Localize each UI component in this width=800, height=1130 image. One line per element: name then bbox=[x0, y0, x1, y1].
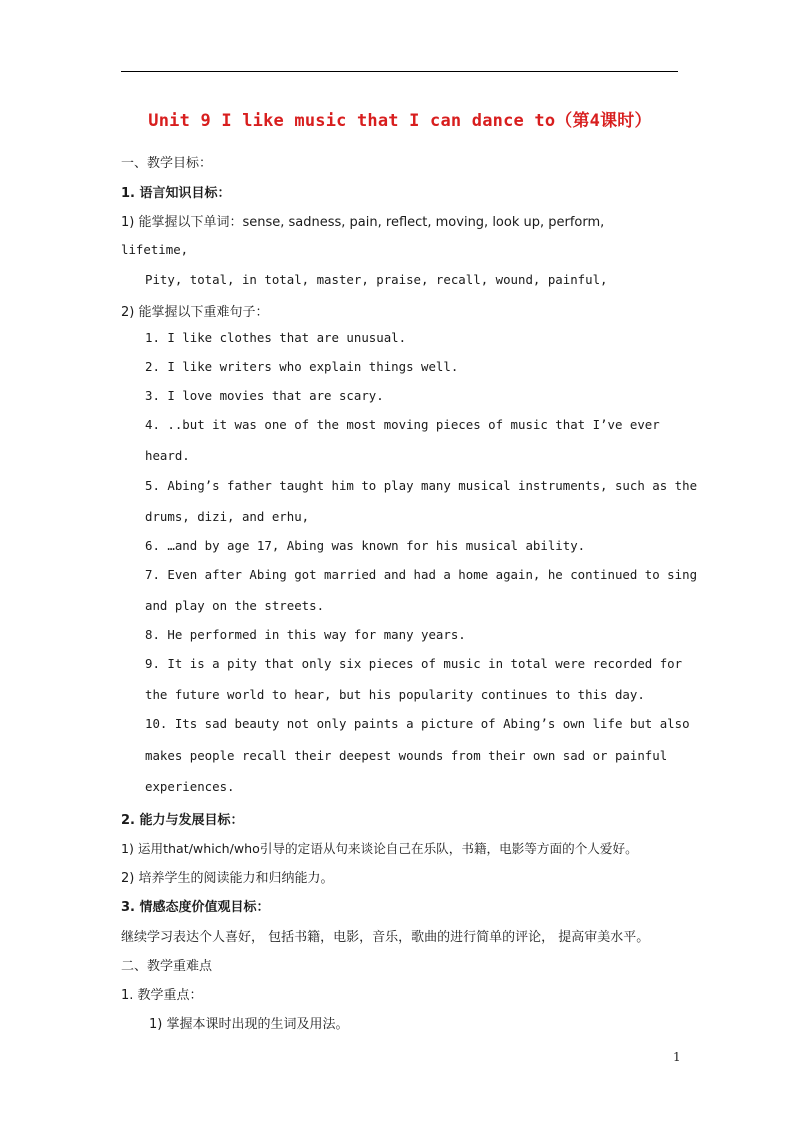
subheading-attitude: 3. 情感态度价值观目标： bbox=[121, 900, 270, 915]
vocab-list-cont2: Pity, total, in total, master, praise, recall, wound, painful, bbox=[145, 272, 608, 287]
sentence-line: 9. It is a pity that only six pieces of music in total were recorded for bbox=[145, 656, 683, 671]
sentence-line: 1. I like clothes that are unusual. bbox=[145, 330, 407, 345]
sentence-line: 4. ..but it was one of the most moving pieces of music that I’ve ever bbox=[145, 417, 660, 432]
sentence-line: 2. I like writers who explain things well. bbox=[145, 359, 459, 374]
subheading-ability: 2. 能力与发展目标： bbox=[121, 813, 244, 828]
document-title: Unit 9 I like music that I can dance to（第4课时） bbox=[148, 111, 652, 131]
vocab-list-cont: lifetime, bbox=[121, 242, 189, 257]
sentence-line: drums, dizi, and erhu, bbox=[145, 509, 310, 524]
sentence-line: 3. I love movies that are scary. bbox=[145, 388, 384, 403]
subheading-key-point: 1. 教学重点： bbox=[121, 988, 203, 1003]
subheading-language-knowledge: 1. 语言知识目标： bbox=[121, 186, 231, 201]
sentence-line: makes people recall their deepest wounds from their own sad or painful bbox=[145, 748, 668, 763]
key-sentences-heading: 2) 能掌握以下重难句子： bbox=[121, 305, 269, 320]
header-rule bbox=[121, 71, 678, 72]
sentence-line: 10. Its sad beauty not only paints a picture of Abing’s own life but also bbox=[145, 716, 690, 731]
attitude-text: 继续学习表达个人喜好， 包括书籍，电影，音乐，歌曲的进行简单的评论， 提高审美水平。 bbox=[121, 930, 650, 945]
ability-item-2: 2) 培养学生的阅读能力和归纳能力。 bbox=[121, 871, 334, 886]
sentence-line: 6. …and by age 17, Abing was known for his musical ability. bbox=[145, 538, 586, 553]
section-heading-objectives: 一、教学目标： bbox=[121, 156, 213, 171]
sentence-line: 7. Even after Abing got married and had a home again, he continued to sing bbox=[145, 567, 698, 582]
sentence-line: experiences. bbox=[145, 779, 235, 794]
sentence-line: and play on the streets. bbox=[145, 598, 325, 613]
sentence-line: 8. He performed in this way for many years. bbox=[145, 627, 466, 642]
vocab-list: 1) 能掌握以下单词：sense, sadness, pain, reflect, moving, look up, perform, bbox=[121, 215, 605, 230]
key-point-item-1: 1) 掌握本课时出现的生词及用法。 bbox=[149, 1017, 349, 1032]
page-number: 1 bbox=[673, 1050, 681, 1064]
ability-item-1: 1) 运用that/which/who引导的定语从句来谈论自己在乐队，书籍，电影等方面的个人爱好。 bbox=[121, 841, 638, 856]
sentence-line: 5. Abing’s father taught him to play many musical instruments, such as the bbox=[145, 478, 698, 493]
sentence-line: heard. bbox=[145, 448, 190, 463]
section-heading-key-points: 二、教学重难点 bbox=[121, 959, 213, 974]
sentence-line: the future world to hear, but his popularity continues to this day. bbox=[145, 687, 645, 702]
